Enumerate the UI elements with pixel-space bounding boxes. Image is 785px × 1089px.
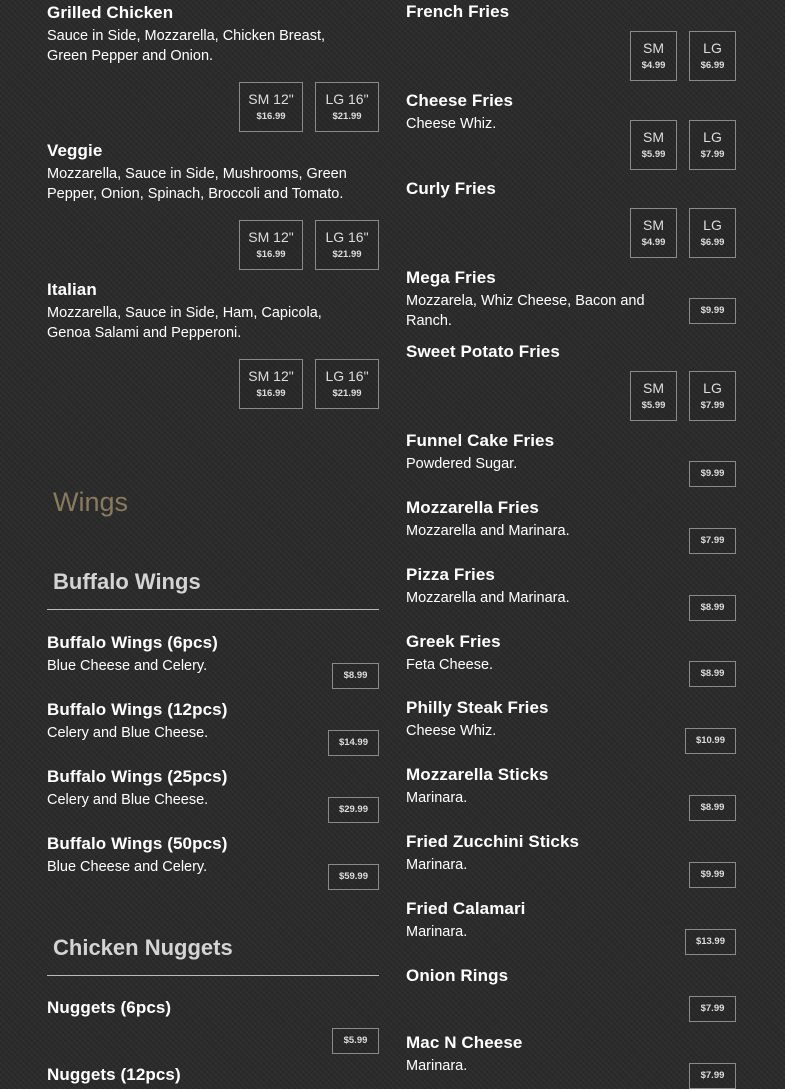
menu-item <box>47 1065 379 1085</box>
item-description: Celery and Blue Cheese. <box>47 725 209 741</box>
menu-item <box>406 899 736 947</box>
item-description: Marinara. <box>406 1058 468 1074</box>
price-button-sm[interactable] <box>630 120 677 170</box>
price-button[interactable] <box>328 797 379 823</box>
item-description: Mozzarella and Marinara. <box>406 523 570 539</box>
size-label: SM <box>643 380 664 396</box>
menu-item <box>406 966 736 1014</box>
item-name: Onion Rings <box>406 966 509 985</box>
price-button[interactable] <box>332 663 379 689</box>
menu-item <box>406 179 736 248</box>
item-description: Mozzarella, Sauce in Side, Mushrooms, Green Pepper, Onion, Spinach, Broccoli and Tomato. <box>47 166 347 202</box>
price-button[interactable] <box>689 298 736 324</box>
item-description: Feta Cheese. <box>406 657 494 673</box>
price-label: $8.99 <box>700 802 725 813</box>
menu-item <box>406 268 736 331</box>
menu-item <box>406 565 736 613</box>
item-name: Greek Fries <box>406 632 501 651</box>
item-name: Nuggets (12pcs) <box>47 1065 181 1084</box>
price-label: $6.99 <box>700 237 725 248</box>
price-button[interactable] <box>328 864 379 890</box>
price-label: $9.99 <box>700 468 725 479</box>
menu-item <box>406 698 736 746</box>
price-label: $7.99 <box>700 1003 725 1014</box>
size-label: SM <box>643 40 664 56</box>
price-label: $21.99 <box>332 249 362 260</box>
item-name: Grilled Chicken <box>47 3 174 22</box>
price-label: $8.99 <box>700 602 725 613</box>
price-label: $21.99 <box>332 388 362 399</box>
price-button[interactable] <box>689 528 736 554</box>
price-button[interactable] <box>689 661 736 687</box>
price-button[interactable] <box>689 795 736 821</box>
item-name: Buffalo Wings (12pcs) <box>47 700 228 719</box>
item-name: Pizza Fries <box>406 565 495 584</box>
price-label: $9.99 <box>700 869 725 880</box>
price-button[interactable] <box>689 862 736 888</box>
divider <box>47 609 379 610</box>
price-button[interactable] <box>689 595 736 621</box>
menu-item <box>47 633 379 681</box>
menu-item <box>406 1033 736 1081</box>
menu-item <box>406 498 736 546</box>
price-label: $5.99 <box>641 400 666 411</box>
size-label: LG <box>703 40 722 56</box>
size-label: SM <box>643 217 664 233</box>
item-description: Mozzarela, Whiz Cheese, Bacon and Ranch. <box>406 293 645 329</box>
size-label: LG <box>703 129 722 145</box>
item-description: Mozzarella, Sauce in Side, Ham, Capicola, Genoa Salami and Pepperoni. <box>47 305 322 341</box>
price-button-lg[interactable] <box>689 31 736 81</box>
menu-item <box>47 998 379 1046</box>
price-button-sm[interactable] <box>239 82 303 132</box>
price-button-lg[interactable] <box>689 120 736 170</box>
size-label: LG <box>703 380 722 396</box>
price-button[interactable] <box>689 996 736 1022</box>
size-label: SM 12" <box>248 368 294 384</box>
price-label: $7.99 <box>700 1070 725 1081</box>
item-description: Cheese Whiz. <box>406 723 497 739</box>
size-label: LG <box>703 217 722 233</box>
item-name: Buffalo Wings (50pcs) <box>47 834 228 853</box>
price-label: $21.99 <box>332 111 362 122</box>
item-name: Cheese Fries <box>406 91 514 110</box>
price-button[interactable] <box>685 929 736 955</box>
item-name: Curly Fries <box>406 179 496 198</box>
item-description: Mozzarella and Marinara. <box>406 590 570 606</box>
price-button-lg[interactable] <box>689 208 736 258</box>
section-title-wings: Wings <box>53 487 129 517</box>
item-description: Sauce in Side, Mozzarella, Chicken Breast, Green Pepper and Onion. <box>47 28 326 64</box>
item-name: Buffalo Wings (6pcs) <box>47 633 218 652</box>
price-button-lg[interactable] <box>315 220 379 270</box>
divider <box>47 975 379 976</box>
price-label: $59.99 <box>338 871 368 882</box>
item-name: Mac N Cheese <box>406 1033 523 1052</box>
item-name: Nuggets (6pcs) <box>47 998 172 1017</box>
menu-item <box>406 765 736 813</box>
price-button-sm[interactable] <box>630 208 677 258</box>
price-button-sm[interactable] <box>630 31 677 81</box>
price-button[interactable] <box>689 1063 736 1089</box>
price-label: $10.99 <box>695 735 725 746</box>
price-label: $4.99 <box>641 237 666 248</box>
menu-item <box>47 280 379 399</box>
menu-item <box>406 832 736 880</box>
price-label: $13.99 <box>695 936 725 947</box>
price-label: $14.99 <box>338 737 368 748</box>
price-label: $8.99 <box>700 668 725 679</box>
menu-item <box>406 342 736 411</box>
menu-item <box>47 700 379 748</box>
price-button-sm[interactable] <box>239 220 303 270</box>
menu-item <box>47 3 379 122</box>
item-name: Sweet Potato Fries <box>406 342 560 361</box>
item-name: Buffalo Wings (25pcs) <box>47 767 228 786</box>
price-button[interactable] <box>689 461 736 487</box>
size-label: LG 16" <box>325 368 369 384</box>
item-description: Marinara. <box>406 790 468 806</box>
item-name: Mega Fries <box>406 268 496 287</box>
price-button-lg[interactable] <box>689 371 736 421</box>
price-button[interactable] <box>332 1028 379 1054</box>
price-label: $5.99 <box>343 1035 368 1046</box>
price-label: $16.99 <box>256 111 286 122</box>
price-label: $7.99 <box>700 400 725 411</box>
item-name: Veggie <box>47 141 103 160</box>
item-name: Fried Zucchini Sticks <box>406 832 580 851</box>
item-description: Blue Cheese and Celery. <box>47 658 208 674</box>
item-description: Marinara. <box>406 924 468 940</box>
price-label: $8.99 <box>343 670 368 681</box>
item-name: Fried Calamari <box>406 899 526 918</box>
price-button-sm[interactable] <box>630 371 677 421</box>
item-description: Celery and Blue Cheese. <box>47 792 209 808</box>
item-name: Mozzarella Fries <box>406 498 539 517</box>
price-label: $16.99 <box>256 388 286 399</box>
item-description: Powdered Sugar. <box>406 456 518 472</box>
item-name: French Fries <box>406 2 510 21</box>
menu-item <box>47 767 379 815</box>
price-label: $29.99 <box>338 804 368 815</box>
size-label: SM <box>643 129 664 145</box>
size-label: LG 16" <box>325 229 369 245</box>
price-label: $5.99 <box>641 149 666 160</box>
price-label: $4.99 <box>641 60 666 71</box>
item-name: Funnel Cake Fries <box>406 431 555 450</box>
price-button[interactable] <box>328 730 379 756</box>
price-label: $6.99 <box>700 60 725 71</box>
menu-item <box>406 2 736 71</box>
size-label: LG 16" <box>325 91 369 107</box>
item-name: Philly Steak Fries <box>406 698 549 717</box>
size-label: SM 12" <box>248 229 294 245</box>
price-button-sm[interactable] <box>239 359 303 409</box>
price-button-lg[interactable] <box>315 359 379 409</box>
subsection-title-chicken-nuggets: Chicken Nuggets <box>53 935 233 960</box>
menu-item <box>47 834 379 882</box>
price-button[interactable] <box>685 728 736 754</box>
item-description: Cheese Whiz. <box>406 116 497 132</box>
subsection-title-buffalo-wings: Buffalo Wings <box>53 569 201 594</box>
price-label: $7.99 <box>700 535 725 546</box>
size-label: SM 12" <box>248 91 294 107</box>
item-name: Mozzarella Sticks <box>406 765 549 784</box>
price-label: $7.99 <box>700 149 725 160</box>
menu-item <box>406 91 736 160</box>
item-description: Marinara. <box>406 857 468 873</box>
price-label: $16.99 <box>256 249 286 260</box>
price-label: $9.99 <box>700 305 725 316</box>
menu-item <box>406 632 736 679</box>
item-name: Italian <box>47 280 97 299</box>
menu-item <box>406 431 736 479</box>
price-button-lg[interactable] <box>315 82 379 132</box>
item-description: Blue Cheese and Celery. <box>47 859 208 875</box>
menu-item <box>47 141 379 260</box>
